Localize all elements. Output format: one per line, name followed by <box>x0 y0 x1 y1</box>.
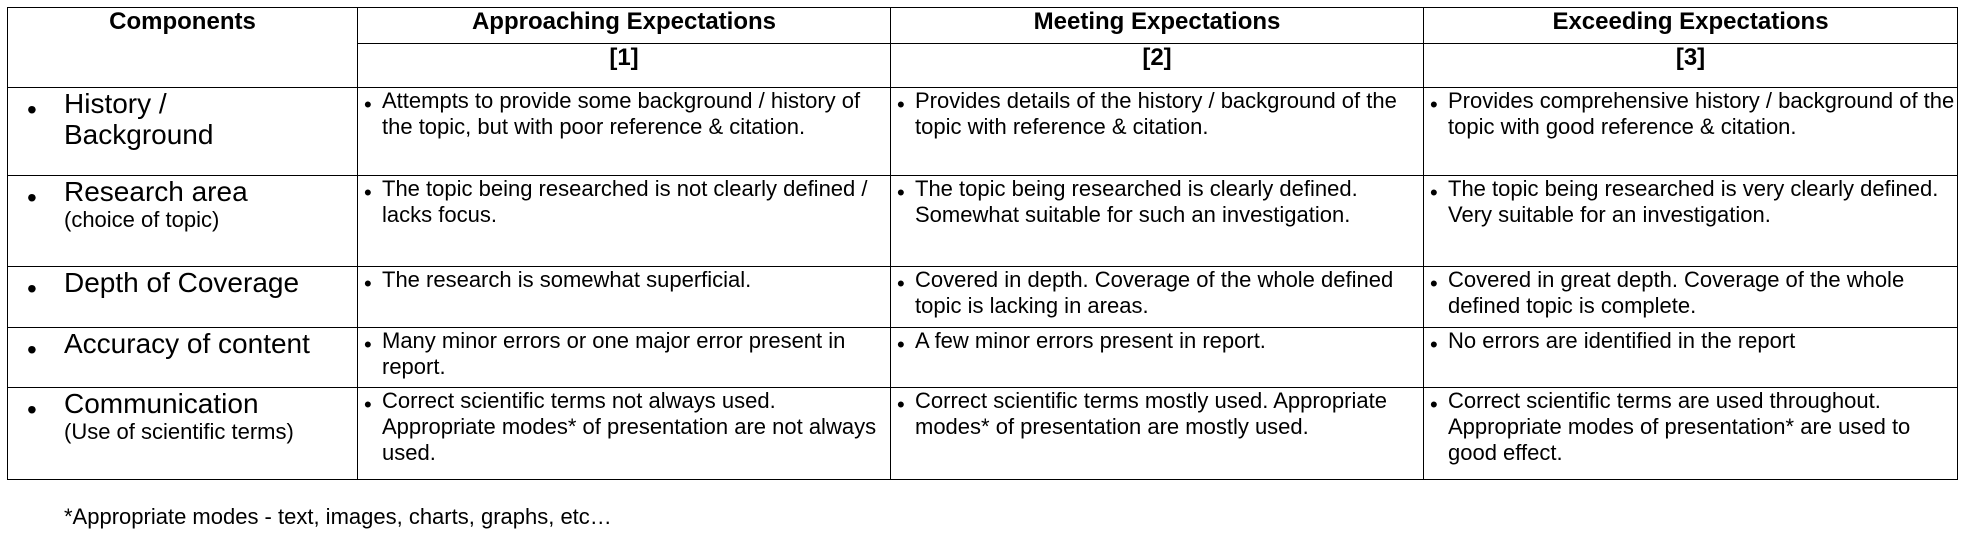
component-subtitle: (Use of scientific terms) <box>64 419 294 444</box>
criteria-text: Attempts to provide some background / history of the topic, but with poor reference & citation. <box>382 88 861 139</box>
criteria-text: The research is somewhat superficial. <box>382 267 752 292</box>
criteria-exceeding <box>1424 88 1958 176</box>
criteria-meeting <box>891 88 1424 176</box>
criteria-exceeding <box>1424 176 1958 267</box>
table-row <box>8 328 1958 388</box>
bullet-icon: • <box>364 92 372 117</box>
component-name: History / <box>64 88 167 119</box>
component-name: Accuracy of content <box>64 328 310 359</box>
criteria-text: Covered in great depth. Coverage of the whole defined topic is complete. <box>1448 267 1905 318</box>
criteria-meeting <box>891 267 1424 328</box>
bullet-icon: • <box>27 334 37 365</box>
criteria-text: Provides details of the history / background of the topic with reference & citation. <box>915 88 1397 139</box>
table-row <box>8 88 1958 176</box>
bullet-icon: • <box>897 332 905 357</box>
bullet-icon: • <box>1430 332 1438 357</box>
criteria-text: The topic being researched is very clearly defined. Very suitable for an investigation. <box>1448 176 1939 227</box>
level-score-approaching: [1] <box>358 44 891 88</box>
criteria-approaching <box>358 267 891 328</box>
criteria-text: Correct scientific terms not always used. Appropriate modes* of presentation are not always used. <box>382 388 877 465</box>
component-cell <box>8 388 358 480</box>
rubric-table <box>7 7 1958 480</box>
bullet-icon: • <box>1430 180 1438 205</box>
criteria-meeting <box>891 388 1424 480</box>
level-header-exceeding: Exceeding Expectations <box>1424 8 1958 44</box>
bullet-icon: • <box>897 271 905 296</box>
bullet-icon: • <box>364 392 372 417</box>
criteria-exceeding <box>1424 328 1958 388</box>
bullet-icon: • <box>1430 92 1438 117</box>
table-row <box>8 176 1958 267</box>
criteria-approaching <box>358 388 891 480</box>
component-name: Communication <box>64 388 259 419</box>
criteria-text: A few minor errors present in report. <box>915 328 1266 353</box>
bullet-icon: • <box>364 271 372 296</box>
bullet-icon: • <box>27 182 37 213</box>
bullet-icon: • <box>1430 392 1438 417</box>
table-row <box>8 267 1958 328</box>
level-header-approaching: Approaching Expectations <box>358 8 891 44</box>
bullet-icon: • <box>27 394 37 425</box>
component-cell <box>8 176 358 267</box>
criteria-text: Covered in depth. Coverage of the whole defined topic is lacking in areas. <box>915 267 1394 318</box>
criteria-text: No errors are identified in the report <box>1448 328 1796 353</box>
component-cell <box>8 267 358 328</box>
bullet-icon: • <box>897 180 905 205</box>
footnote: *Appropriate modes - text, images, charts, graphs, etc… <box>64 504 612 529</box>
level-score-meeting: [2] <box>891 44 1424 88</box>
bullet-icon: • <box>27 94 37 125</box>
bullet-icon: • <box>897 392 905 417</box>
criteria-meeting <box>891 176 1424 267</box>
level-score-exceeding: [3] <box>1424 44 1958 88</box>
criteria-text: Correct scientific terms mostly used. Appropriate modes* of presentation are mostly used. <box>915 388 1387 439</box>
component-name: Research area <box>64 176 248 207</box>
bullet-icon: • <box>364 180 372 205</box>
components-header: Components <box>8 8 358 88</box>
criteria-approaching <box>358 88 891 176</box>
table-row <box>8 388 1958 480</box>
criteria-text: Many minor errors or one major error present in report. <box>382 328 846 379</box>
bullet-icon: • <box>27 273 37 304</box>
criteria-approaching <box>358 176 891 267</box>
level-header-meeting: Meeting Expectations <box>891 8 1424 44</box>
criteria-text: The topic being researched is not clearly defined / lacks focus. <box>382 176 868 227</box>
component-name: Depth of Coverage <box>64 267 300 298</box>
criteria-meeting <box>891 328 1424 388</box>
criteria-exceeding <box>1424 267 1958 328</box>
bullet-icon: • <box>364 332 372 357</box>
component-cell <box>8 88 358 176</box>
criteria-text: Correct scientific terms are used throughout. Appropriate modes of presentation* are used to good effect. <box>1448 388 1911 465</box>
criteria-approaching <box>358 328 891 388</box>
component-cell <box>8 328 358 388</box>
component-subtitle: (choice of topic) <box>64 207 220 232</box>
criteria-text: Provides comprehensive history / background of the topic with good reference & citation. <box>1448 88 1955 139</box>
bullet-icon: • <box>897 92 905 117</box>
header-row-titles <box>8 8 1958 44</box>
criteria-text: The topic being researched is clearly defined. Somewhat suitable for such an investigation. <box>915 176 1358 227</box>
bullet-icon: • <box>1430 271 1438 296</box>
criteria-exceeding <box>1424 388 1958 480</box>
component-name-line2: Background <box>64 119 214 150</box>
